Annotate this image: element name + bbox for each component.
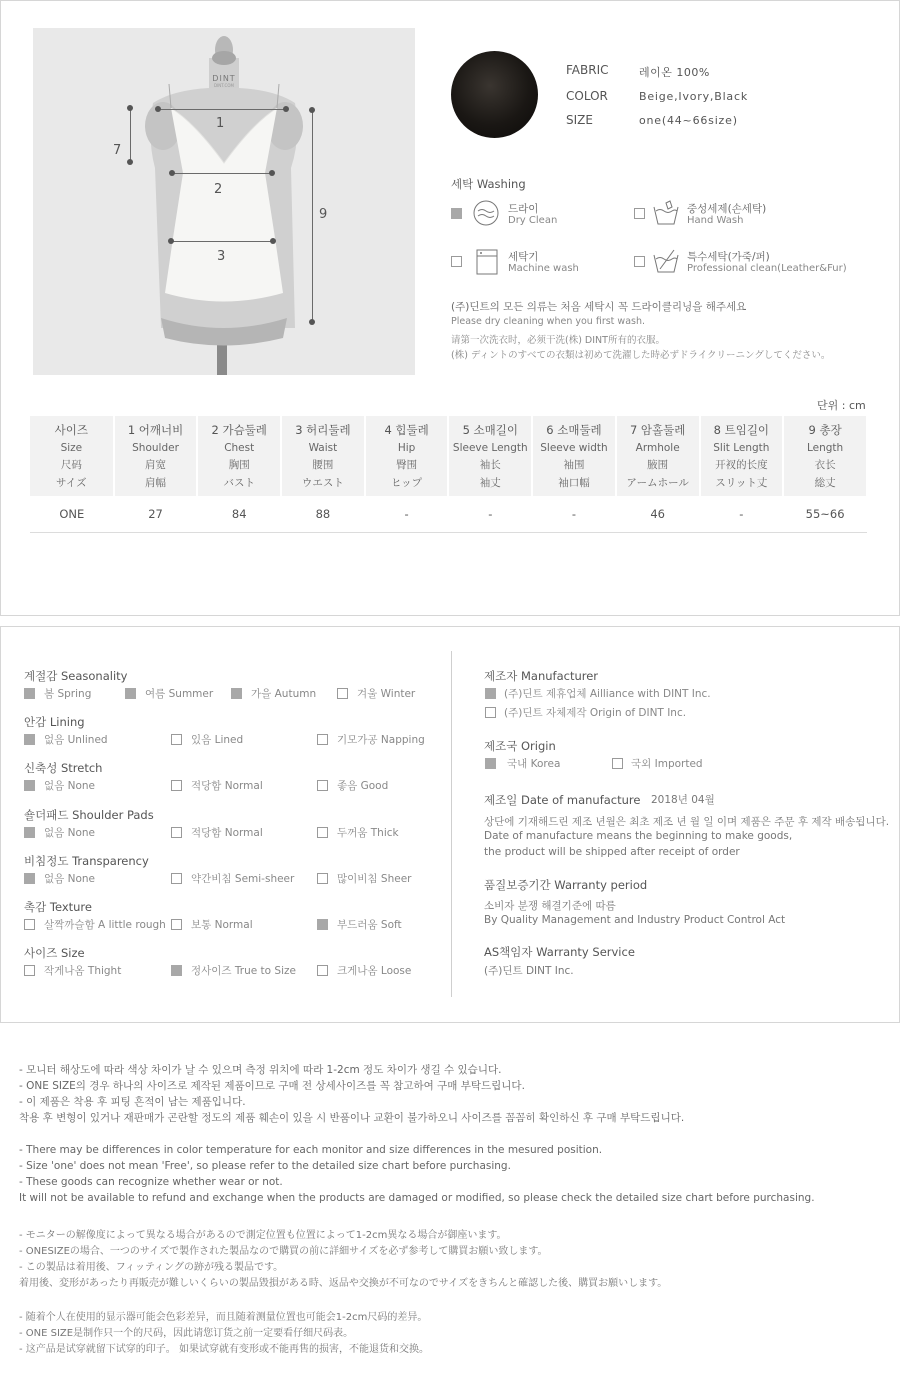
attribute-option-label: 보통 Normal (191, 919, 253, 931)
manufacturer-title: 제조자 Manufacturer (484, 669, 599, 683)
notice-line: - Size 'one' does not mean 'Free', so please refer to the detailed size chart before purchasing. (19, 1160, 511, 1172)
measure-label-9: 9 (319, 207, 328, 222)
dry-clean-en: Dry Clean (508, 215, 558, 226)
size-table-header (365, 416, 449, 496)
warranty-line: By Quality Management and Industry Product Control Act (484, 914, 786, 926)
attribute-option-label: 살짝까슬함 A little rough (44, 919, 166, 931)
attribute-checkbox[interactable] (24, 688, 35, 699)
attribute-option-label: 기모가공 Napping (337, 734, 425, 746)
size-table-header (114, 416, 198, 496)
hand-wash-en: Hand Wash (687, 215, 744, 226)
notice-line: - モニターの解像度によって異なる場合があるので測定位置も位置によって1-2cm異なる場合が御座います。 (19, 1230, 507, 1241)
manufacture-date-line: the product will be shipped after receipt of order (484, 846, 740, 858)
professional-clean-ko: 특수세탁(가죽/퍼) (687, 251, 770, 263)
size-table-header-line: Shoulder (132, 441, 179, 454)
attribute-option-label: 적당함 Normal (191, 827, 263, 839)
hand-wash-checkbox[interactable] (634, 208, 645, 219)
notice-line: - ONE SIZE是制作只一个的尺码，因此请您订货之前一定要看仔细尺码表。 (19, 1328, 354, 1339)
table-row (30, 496, 867, 532)
measure-dot (127, 159, 133, 165)
size-table-cell: 88 (281, 496, 365, 532)
attribute-title: 계절감 Seasonality (24, 669, 128, 683)
size-table-header (448, 416, 532, 496)
notice-line: - ONE SIZE의 경우 하나의 사이즈로 제작된 제품이므로 구매 전 상세사이즈를 꼭 참고하여 구매 부탁드립니다. (19, 1080, 525, 1092)
attribute-option-label: 작게나옴 Thight (44, 965, 122, 977)
attribute-title: 사이즈 Size (24, 946, 85, 960)
attribute-title: 비침정도 Transparency (24, 854, 149, 868)
attribute-checkbox[interactable] (171, 827, 182, 838)
size-table-header-line: 开衩的长度 (715, 459, 768, 471)
attribute-checkbox[interactable] (317, 734, 328, 745)
wash-note-en: Please dry cleaning when you first wash. (451, 316, 646, 327)
manufacture-date-line: Date of manufacture means the beginning to make goods, (484, 830, 793, 842)
notice-line: - ONESIZEの場合、一つのサイズで製作された製品なので購買の前に詳細サイズを必ず参考して購買お願い致します。 (19, 1246, 548, 1257)
spec-size-value: one(44~66size) (639, 114, 738, 127)
attribute-option-label: 두꺼움 Thick (337, 827, 399, 839)
dry-clean-ko: 드라이 (508, 203, 539, 215)
measure-label-3: 3 (217, 249, 226, 264)
panel-divider (451, 651, 452, 997)
spec-fabric-value: 레이온 100% (639, 66, 710, 79)
measure-dot (309, 107, 315, 113)
attribute-option-label: 크게나옴 Loose (337, 965, 412, 977)
origin-imported-checkbox[interactable] (612, 758, 623, 769)
attribute-checkbox[interactable] (337, 688, 348, 699)
size-table-header-line: 袖长 (479, 459, 501, 471)
origin-title: 제조국 Origin (484, 739, 556, 753)
origin-korea-checkbox[interactable] (485, 758, 496, 769)
attribute-checkbox[interactable] (231, 688, 242, 699)
attribute-checkbox[interactable] (24, 919, 35, 930)
size-table-header-line: 尺码 (60, 459, 82, 471)
attribute-checkbox[interactable] (171, 734, 182, 745)
attribute-checkbox[interactable] (24, 827, 35, 838)
dry-clean-icon (473, 200, 499, 226)
size-table-header (532, 416, 616, 496)
wash-note-zh: 请第一次洗衣时，必须干洗(株) DINT所有的衣服。 (451, 335, 665, 346)
size-table-header-line: 胸围 (228, 459, 250, 471)
size-table-header-line: 2 가슴둘레 (211, 423, 267, 437)
notice-line: - 这产品是试穿就留下试穿的印子。 如果试穿就有变形或不能再售的损害，不能退货和交换。 (19, 1344, 429, 1355)
notice-line: - 모니터 해상도에 따라 색상 차이가 날 수 있으며 측정 위치에 따라 1-2cm 정도 차이가 생길 수 있습니다. (19, 1064, 502, 1076)
size-table-header-line: Length (806, 441, 844, 454)
measure-line-7 (130, 108, 131, 162)
attribute-option-label: 있음 Lined (191, 734, 244, 746)
attribute-checkbox[interactable] (317, 873, 328, 884)
attribute-checkbox[interactable] (24, 780, 35, 791)
attribute-checkbox[interactable] (125, 688, 136, 699)
size-table-header-line: 肩幅 (145, 476, 167, 489)
hand-wash-ko: 중성세제(손세탁) (687, 203, 767, 215)
attribute-checkbox[interactable] (317, 780, 328, 791)
size-table-header-line: アームホール (626, 476, 689, 489)
notice-line: - These goods can recognize whether wear or not. (19, 1176, 283, 1188)
size-table-header-line: 6 소매둘레 (546, 423, 602, 437)
wash-note-ja: (株) ディントのすべての衣類は初めて洗濯した時必ずドライクリーニングしてください。 (451, 350, 831, 361)
attribute-checkbox[interactable] (24, 734, 35, 745)
spec-size-label: SIZE (566, 113, 593, 127)
size-table (30, 416, 868, 533)
measure-line-2 (172, 173, 272, 174)
size-table-header-line: Chest (224, 441, 255, 454)
size-table-cell: 27 (114, 496, 198, 532)
size-table-header-line: ウエスト (301, 476, 344, 489)
attribute-option-label: 적당함 Normal (191, 780, 263, 792)
washing-title: 세탁 Washing (451, 177, 526, 191)
attribute-title: 숄더패드 Shoulder Pads (24, 808, 154, 822)
size-table-header-line: 4 힙둘레 (384, 423, 429, 437)
attribute-option-label: 겨울 Winter (357, 688, 416, 700)
size-table-cell: - (532, 496, 616, 532)
size-table-header (616, 416, 700, 496)
size-table-header (783, 416, 867, 496)
professional-clean-en: Professional clean(Leather&Fur) (687, 263, 847, 274)
size-table-header (281, 416, 365, 496)
manufacture-date-line: 상단에 기재해드린 제조 년월은 최초 제조 년 월 일 이며 제품은 주문 후 제작 배송됩니다. (484, 816, 890, 828)
size-table-cell: 55~66 (783, 496, 867, 532)
measure-dot (127, 105, 133, 111)
measure-dot (155, 106, 161, 112)
attribute-option-label: 좋음 Good (337, 780, 389, 792)
wash-notes (451, 299, 830, 362)
attribute-title: 신축성 Stretch (24, 761, 103, 775)
size-table-header-line: 3 허리둘레 (295, 423, 351, 437)
size-table-header-line: 사이즈 (54, 423, 88, 437)
attribute-checkbox[interactable] (171, 873, 182, 884)
size-table-cell: ONE (30, 496, 114, 532)
size-table-header-line: Hip (397, 441, 416, 454)
size-table-header-line: 臀围 (396, 459, 418, 471)
attribute-checkbox[interactable] (317, 827, 328, 838)
measure-label-7: 7 (113, 143, 122, 158)
measure-line-9 (312, 110, 313, 322)
size-table-header (197, 416, 281, 496)
measure-line-3 (171, 241, 273, 242)
size-table-header-line: Waist (308, 441, 338, 454)
attribute-option-label: 없음 None (44, 827, 96, 839)
size-table-cell: 84 (197, 496, 281, 532)
attribute-checkbox[interactable] (24, 965, 35, 976)
professional-clean-icon (652, 247, 680, 275)
attribute-option-label: 여름 Summer (145, 688, 214, 700)
product-photo (33, 28, 415, 375)
size-table-header-line: 衣长 (814, 459, 836, 471)
measure-dot (309, 319, 315, 325)
spec-color-label: COLOR (566, 89, 608, 103)
spec-fabric-label: FABRIC (566, 63, 609, 77)
attribute-checkbox[interactable] (171, 965, 182, 976)
attribute-option-label: 부드러움 Soft (337, 919, 402, 931)
size-table-header-line: 7 암홀둘레 (629, 423, 686, 437)
manufacturer-origin-checkbox[interactable] (485, 707, 496, 718)
measure-label-2: 2 (214, 182, 223, 197)
wash-note-ko: (주)딘트의 모든 의류는 처음 세탁시 꼭 드라이클리닝을 해주세요 (451, 301, 747, 313)
attribute-option-label: 없음 None (44, 780, 96, 792)
mannequin-brand-label: DINT DINT.COM (212, 74, 236, 88)
notice-line: - 이 제품은 착용 후 피팅 흔적이 남는 제품입니다. (19, 1096, 246, 1108)
size-table-header-line: サイズ (56, 476, 87, 489)
measure-dot (269, 170, 275, 176)
attribute-option-label: 없음 None (44, 873, 96, 885)
measure-dot (168, 238, 174, 244)
size-table-header-line: 9 총장 (808, 423, 842, 437)
size-table-header-line: 袖口幅 (558, 476, 590, 489)
attribute-title: 촉감 Texture (24, 900, 92, 914)
attribute-option-label: 많이비침 Sheer (337, 873, 412, 885)
size-table-header-line: 5 소매길이 (462, 423, 518, 437)
as-service-value: (주)딘트 DINT Inc. (484, 965, 574, 977)
size-table-header (30, 416, 114, 496)
size-table-header-line: Armhole (635, 441, 680, 454)
manufacture-date-title: 제조일 Date of manufacture (484, 793, 641, 807)
size-table-header-line: Sleeve width (540, 441, 608, 454)
attribute-checkbox[interactable] (317, 965, 328, 976)
origin-imported-label: 국외 Imported (631, 758, 703, 770)
machine-wash-checkbox[interactable] (451, 256, 462, 267)
attribute-checkbox[interactable] (171, 780, 182, 791)
attribute-option-label: 정사이즈 True to Size (191, 965, 296, 977)
notice-line: 着用後、変形があったり再販売が難しいくらいの製品毀損がある時、返品や交換が不可なのでサイズをきちんと確認した後、購買お願いします。 (19, 1278, 668, 1289)
professional-clean-checkbox[interactable] (634, 256, 645, 267)
size-table-header-line: ヒップ (391, 476, 423, 489)
manufacturer-origin-label: (주)딘트 자체제작 Origin of DINT Inc. (504, 707, 687, 719)
size-table-header-line: 腰围 (312, 459, 334, 471)
measure-dot (169, 170, 175, 176)
size-table-header-line: 総丈 (814, 476, 836, 489)
unit-label: 단위 : cm (817, 399, 866, 412)
attribute-option-label: 약간비침 Semi-sheer (191, 873, 295, 885)
size-table-header-line: Size (60, 441, 83, 454)
size-table-cell: - (700, 496, 784, 532)
origin-korea-label: 국내 Korea (507, 758, 561, 770)
size-table-header-line: 8 트임길이 (713, 423, 770, 437)
manufacturer-alliance-checkbox[interactable] (485, 688, 496, 699)
attribute-title: 안감 Lining (24, 715, 85, 729)
hand-wash-icon (652, 199, 680, 227)
size-table-header-line: Slit Length (713, 441, 770, 454)
attribute-checkbox[interactable] (171, 919, 182, 930)
size-table-header-line: Sleeve Length (452, 441, 528, 454)
size-table-header-line: 1 어깨너비 (127, 423, 184, 437)
size-table-header (700, 416, 784, 496)
attribute-checkbox[interactable] (317, 919, 328, 930)
attribute-checkbox[interactable] (24, 873, 35, 884)
machine-wash-icon (475, 248, 499, 276)
measure-line-1 (158, 109, 286, 110)
fabric-swatch (451, 51, 538, 138)
machine-wash-ko: 세탁기 (508, 251, 539, 263)
size-table-cell: - (448, 496, 532, 532)
size-table-header-line: 袖围 (563, 459, 585, 471)
machine-wash-en: Machine wash (508, 263, 579, 274)
attribute-option-label: 가을 Autumn (251, 688, 317, 700)
warranty-title: 품질보증기간 Warranty period (484, 878, 648, 892)
manufacturer-alliance-label: (주)딘트 제휴업체 Ailliance with DINT Inc. (504, 688, 711, 700)
size-table-cell: 46 (616, 496, 700, 532)
size-table-header-line: 肩宽 (145, 459, 167, 471)
size-table-header-line: バスト (223, 476, 255, 489)
notice-line: - この製品は着用後、フィッティングの跡が残る製品です。 (19, 1262, 284, 1273)
size-table-header-line: 腋围 (647, 459, 669, 471)
attribute-option-label: 없음 Unlined (44, 734, 108, 746)
notice-line: 착용 후 변형이 있거나 재판매가 곤란할 정도의 제품 훼손이 있을 시 반품이나 교환이 불가하오니 사이즈를 꼼꼼히 확인하신 후 구매 부탁드립니다. (19, 1112, 685, 1124)
spec-color-value: Beige,Ivory,Black (639, 90, 748, 103)
warranty-line: 소비자 분쟁 해결기준에 따름 (484, 900, 616, 912)
attribute-option-label: 봄 Spring (44, 688, 92, 700)
notice-line: - 随着个人在使用的显示器可能会色彩差异，而且随着测量位置也可能会1-2cm尺码的差异。 (19, 1312, 428, 1323)
measure-label-1: 1 (216, 116, 225, 131)
measure-dot (270, 238, 276, 244)
manufacture-date-value: 2018년 04월 (651, 794, 715, 806)
as-service-title: AS책임자 Warranty Service (484, 945, 635, 959)
size-table-cell: - (365, 496, 449, 532)
notice-line: It will not be available to refund and exchange when the products are damaged or modified, so please check the detailed size chart before purchasing. (19, 1192, 815, 1204)
size-table-header-line: 袖丈 (479, 476, 501, 489)
dry-clean-checkbox[interactable] (451, 208, 462, 219)
measure-dot (283, 106, 289, 112)
size-table-header-line: スリット丈 (715, 476, 768, 489)
notice-line: - There may be differences in color temperature for each monitor and size differences in the mesured position. (19, 1144, 603, 1156)
